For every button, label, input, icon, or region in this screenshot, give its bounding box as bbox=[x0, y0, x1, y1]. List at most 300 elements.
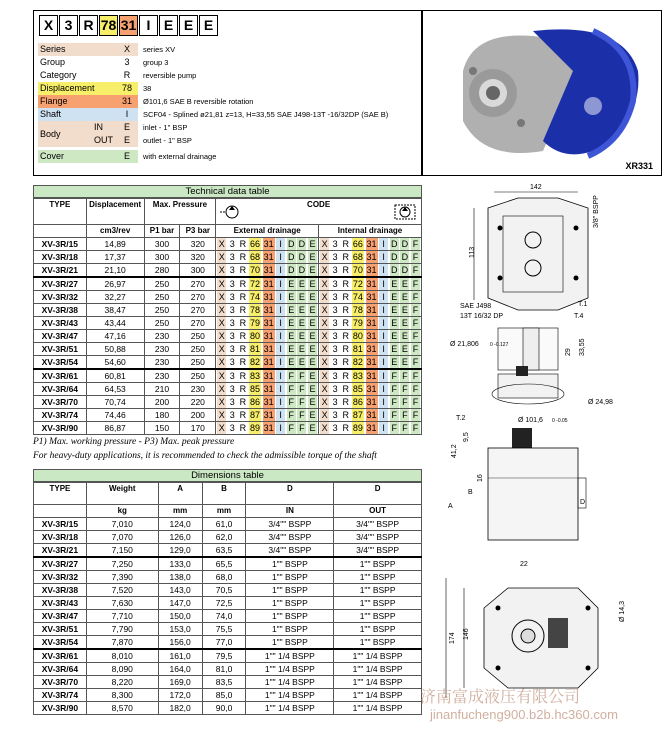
cell-p3: 270 bbox=[180, 317, 216, 330]
code-char: E bbox=[391, 331, 398, 341]
code-char: 31 bbox=[366, 331, 377, 341]
cell-in: 1"" BSPP bbox=[246, 557, 334, 571]
code-char: D bbox=[288, 239, 295, 249]
code-char: 3 bbox=[229, 305, 235, 315]
cell-a: 169,0 bbox=[158, 676, 202, 689]
legend-label: Flange bbox=[38, 95, 138, 108]
code-char: X bbox=[321, 331, 328, 341]
code-char: I bbox=[379, 264, 388, 276]
code-char: 3 bbox=[229, 384, 235, 394]
cell-b: 68,0 bbox=[202, 571, 246, 584]
code-char: 31 bbox=[366, 265, 377, 275]
code-char: 3 bbox=[332, 371, 338, 381]
cell-b: 72,5 bbox=[202, 597, 246, 610]
cell-p1: 250 bbox=[144, 277, 180, 291]
code-char: 31 bbox=[366, 279, 377, 289]
dim-22: 22 bbox=[520, 561, 528, 568]
cell-code-int bbox=[319, 291, 422, 304]
code-char: 31 bbox=[263, 344, 274, 354]
table-row bbox=[34, 304, 422, 317]
code-char: 70 bbox=[249, 265, 260, 275]
cell-in: 3/4"" BSPP bbox=[246, 544, 334, 558]
cell-w: 7,790 bbox=[86, 623, 158, 636]
dim-412: 41,2 bbox=[451, 444, 458, 458]
cell-b: 83,5 bbox=[202, 676, 246, 689]
cell-code-ext bbox=[216, 317, 319, 330]
code-char: X bbox=[321, 423, 328, 433]
code-legend-box bbox=[33, 10, 422, 176]
cell-type: XV-3R/70 bbox=[34, 396, 87, 409]
table-row bbox=[34, 422, 422, 435]
th-max-pressure: Max. Pressure bbox=[144, 199, 216, 225]
code-char: X bbox=[218, 265, 225, 275]
cell-a: 161,0 bbox=[158, 649, 202, 663]
cell-type: XV-3R/64 bbox=[34, 663, 87, 676]
code-char: R bbox=[342, 318, 350, 328]
code-char: F bbox=[412, 265, 419, 275]
cell-in: 1"" 1/4 BSPP bbox=[246, 689, 334, 702]
code-char: E bbox=[309, 265, 316, 275]
legend-value: E bbox=[118, 150, 136, 163]
dimensions-table bbox=[33, 469, 422, 715]
table-row bbox=[34, 264, 422, 278]
code-char: 3 bbox=[229, 397, 235, 407]
cell-out: 1"" 1/4 BSPP bbox=[334, 689, 422, 702]
code-char: F bbox=[402, 423, 408, 433]
code-letter: 78 bbox=[99, 15, 118, 36]
cell-p3: 170 bbox=[180, 422, 216, 435]
code-char: F bbox=[412, 397, 419, 407]
cell-type: XV-3R/74 bbox=[34, 409, 87, 422]
cell-type: XV-3R/21 bbox=[34, 544, 87, 558]
code-char: F bbox=[391, 423, 397, 433]
code-char: E bbox=[401, 331, 408, 341]
code-char: 31 bbox=[263, 357, 274, 367]
code-char: F bbox=[288, 397, 295, 407]
code-char: 3 bbox=[229, 371, 235, 381]
code-char: 31 bbox=[366, 239, 377, 249]
cell-disp: 21,10 bbox=[86, 264, 144, 278]
code-char: D bbox=[288, 265, 295, 275]
code-char: I bbox=[276, 304, 285, 316]
code-char: 74 bbox=[249, 292, 260, 302]
cell-disp: 64,53 bbox=[86, 383, 144, 396]
cell-code-int bbox=[319, 383, 422, 396]
table-row bbox=[34, 649, 422, 663]
cell-type: XV-3R/70 bbox=[34, 676, 87, 689]
code-char: I bbox=[276, 356, 285, 368]
legend-label: IN bbox=[94, 122, 103, 132]
cell-p3: 270 bbox=[180, 291, 216, 304]
legend-desc: series XV bbox=[143, 45, 176, 54]
legend-value: 31 bbox=[118, 95, 136, 108]
cell-disp: 47,16 bbox=[86, 330, 144, 343]
cell-in: 1"" BSPP bbox=[246, 636, 334, 650]
tol-21806: 0 -0.127 bbox=[490, 342, 509, 348]
dp-label: 13T 16/32 DP bbox=[460, 313, 504, 320]
code-char: 31 bbox=[366, 423, 377, 433]
code-char: 68 bbox=[249, 252, 260, 262]
code-char: 72 bbox=[352, 279, 363, 289]
dim-2498: Ø 24,98 bbox=[588, 399, 613, 406]
code-char: I bbox=[379, 278, 388, 290]
code-char: 31 bbox=[263, 410, 274, 420]
th-blank bbox=[34, 225, 87, 238]
code-char: E bbox=[391, 292, 398, 302]
code-char: 31 bbox=[366, 410, 377, 420]
th-unit: cm3/rev bbox=[86, 225, 144, 238]
cell-in: 1"" 1/4 BSPP bbox=[246, 702, 334, 715]
legend-label: OUT bbox=[94, 135, 113, 145]
code-char: 31 bbox=[263, 239, 274, 249]
cell-code-ext bbox=[216, 369, 319, 383]
code-letter: I bbox=[139, 15, 158, 36]
code-char: I bbox=[276, 343, 285, 355]
cell-disp: 74,46 bbox=[86, 409, 144, 422]
code-char: E bbox=[401, 279, 408, 289]
cell-code-int bbox=[319, 356, 422, 370]
code-char: E bbox=[309, 239, 316, 249]
code-char: F bbox=[412, 318, 419, 328]
legend-label: Group bbox=[38, 56, 138, 69]
cell-p3: 200 bbox=[180, 409, 216, 422]
drawing-side-view bbox=[492, 366, 613, 406]
code-char: R bbox=[239, 318, 247, 328]
code-char: F bbox=[391, 384, 397, 394]
code-char: 3 bbox=[332, 344, 338, 354]
code-char: F bbox=[412, 292, 419, 302]
cell-code-ext bbox=[216, 409, 319, 422]
code-char: I bbox=[379, 383, 388, 395]
dh-d1: D bbox=[246, 483, 334, 505]
code-char: R bbox=[342, 305, 350, 315]
cell-w: 7,070 bbox=[86, 531, 158, 544]
cell-disp: 14,89 bbox=[86, 238, 144, 251]
th-type: TYPE bbox=[34, 199, 87, 225]
legend-value: 3 bbox=[118, 56, 136, 69]
code-char: X bbox=[321, 410, 328, 420]
cell-b: 74,0 bbox=[202, 610, 246, 623]
code-char: 31 bbox=[263, 265, 274, 275]
dim-d: D bbox=[580, 499, 586, 506]
cell-p1: 230 bbox=[144, 330, 180, 343]
code-char: E bbox=[288, 344, 295, 354]
cell-type: XV-3R/27 bbox=[34, 557, 87, 571]
code-char: 31 bbox=[263, 292, 274, 302]
technical-table-title: Technical data table bbox=[33, 185, 422, 198]
drawing-shaft-view bbox=[450, 301, 587, 370]
cell-w: 7,710 bbox=[86, 610, 158, 623]
code-char: 3 bbox=[229, 318, 235, 328]
cell-out: 1"" BSPP bbox=[334, 557, 422, 571]
cell-out: 1"" 1/4 BSPP bbox=[334, 676, 422, 689]
code-char: E bbox=[309, 344, 316, 354]
cell-w: 7,150 bbox=[86, 544, 158, 558]
code-char: X bbox=[321, 292, 328, 302]
table-row bbox=[34, 636, 422, 650]
cell-type: XV-3R/47 bbox=[34, 610, 87, 623]
code-char: D bbox=[298, 265, 306, 275]
code-char: R bbox=[342, 344, 350, 354]
cell-type: XV-3R/32 bbox=[34, 291, 87, 304]
code-char: X bbox=[218, 331, 225, 341]
cell-b: 77,0 bbox=[202, 636, 246, 650]
cell-p3: 320 bbox=[180, 251, 216, 264]
code-char: R bbox=[239, 344, 247, 354]
code-char: 83 bbox=[249, 371, 260, 381]
cell-out: 3/4"" BSPP bbox=[334, 531, 422, 544]
code-char: E bbox=[391, 305, 398, 315]
dim-95: 9,5 bbox=[463, 432, 470, 442]
legend-desc: inlet - 1" BSP bbox=[143, 123, 188, 132]
cell-p1: 300 bbox=[144, 238, 180, 251]
cell-code-ext bbox=[216, 422, 319, 435]
code-char: R bbox=[239, 292, 247, 302]
legend-label: Category bbox=[38, 69, 138, 82]
code-letter: 3 bbox=[59, 15, 78, 36]
code-char: E bbox=[309, 292, 316, 302]
cell-b: 63,5 bbox=[202, 544, 246, 558]
code-letter: E bbox=[159, 15, 178, 36]
code-char: X bbox=[321, 279, 328, 289]
code-char: D bbox=[390, 252, 398, 262]
cell-code-ext bbox=[216, 396, 319, 409]
code-char: E bbox=[309, 331, 316, 341]
table-row bbox=[34, 676, 422, 689]
cell-type: XV-3R/18 bbox=[34, 531, 87, 544]
cell-p1: 250 bbox=[144, 317, 180, 330]
code-char: 3 bbox=[332, 397, 338, 407]
code-char: 3 bbox=[332, 423, 338, 433]
cell-b: 79,5 bbox=[202, 649, 246, 663]
cell-b: 90,0 bbox=[202, 702, 246, 715]
cell-type: XV-3R/38 bbox=[34, 304, 87, 317]
code-char: E bbox=[309, 252, 316, 262]
code-char: I bbox=[276, 422, 285, 434]
code-char: X bbox=[321, 239, 328, 249]
cell-w: 8,090 bbox=[86, 663, 158, 676]
code-char: 31 bbox=[366, 357, 377, 367]
cell-b: 65,5 bbox=[202, 557, 246, 571]
code-char: I bbox=[276, 317, 285, 329]
code-char: I bbox=[379, 343, 388, 355]
code-char: 79 bbox=[352, 318, 363, 328]
technical-drawing bbox=[428, 178, 664, 718]
cell-code-ext bbox=[216, 343, 319, 356]
code-char: 72 bbox=[249, 279, 260, 289]
code-char: I bbox=[379, 238, 388, 250]
cell-b: 75,5 bbox=[202, 623, 246, 636]
code-char: 68 bbox=[352, 252, 363, 262]
code-char: F bbox=[412, 305, 419, 315]
code-char: F bbox=[391, 397, 397, 407]
legend-label: Body bbox=[38, 121, 138, 147]
cell-p3: 270 bbox=[180, 277, 216, 291]
cell-a: 147,0 bbox=[158, 597, 202, 610]
code-char: 31 bbox=[263, 318, 274, 328]
cell-out: 1"" BSPP bbox=[334, 571, 422, 584]
code-char: 80 bbox=[352, 331, 363, 341]
cell-w: 7,010 bbox=[86, 518, 158, 531]
code-char: D bbox=[401, 265, 409, 275]
cell-code-int bbox=[319, 238, 422, 251]
code-char: E bbox=[401, 318, 408, 328]
code-char: I bbox=[276, 264, 285, 276]
code-char: X bbox=[218, 239, 225, 249]
code-char: 3 bbox=[229, 410, 235, 420]
code-char: I bbox=[379, 370, 388, 382]
code-char: 3 bbox=[229, 239, 235, 249]
cell-type: XV-3R/15 bbox=[34, 238, 87, 251]
code-char: 81 bbox=[249, 344, 260, 354]
cell-p1: 150 bbox=[144, 422, 180, 435]
code-char: X bbox=[218, 305, 225, 315]
code-char: R bbox=[239, 239, 247, 249]
code-char: E bbox=[298, 279, 305, 289]
table-row bbox=[34, 251, 422, 264]
table-row bbox=[34, 663, 422, 676]
code-char: 87 bbox=[249, 410, 260, 420]
cell-p1: 300 bbox=[144, 251, 180, 264]
legend-value: 78 bbox=[118, 82, 136, 95]
cell-type: XV-3R/90 bbox=[34, 702, 87, 715]
code-char: 70 bbox=[352, 265, 363, 275]
code-char: X bbox=[218, 371, 225, 381]
code-char: R bbox=[239, 279, 247, 289]
code-char: F bbox=[299, 423, 305, 433]
code-char: E bbox=[288, 318, 295, 328]
dh-weight: Weight bbox=[86, 483, 158, 505]
table-row bbox=[34, 396, 422, 409]
code-char: E bbox=[401, 344, 408, 354]
code-char: E bbox=[288, 331, 295, 341]
code-char: 31 bbox=[366, 318, 377, 328]
code-char: I bbox=[379, 304, 388, 316]
cell-code-int bbox=[319, 251, 422, 264]
code-char: I bbox=[379, 422, 388, 434]
cell-disp: 17,37 bbox=[86, 251, 144, 264]
cell-out: 1"" BSPP bbox=[334, 584, 422, 597]
cell-out: 1"" BSPP bbox=[334, 636, 422, 650]
legend-value: X bbox=[118, 43, 136, 56]
code-char: 31 bbox=[263, 397, 274, 407]
cell-type: XV-3R/18 bbox=[34, 251, 87, 264]
cell-a: 153,0 bbox=[158, 623, 202, 636]
cell-in: 3/4"" BSPP bbox=[246, 531, 334, 544]
code-char: E bbox=[401, 357, 408, 367]
cell-disp: 60,81 bbox=[86, 369, 144, 383]
cell-a: 133,0 bbox=[158, 557, 202, 571]
dh-a: A bbox=[158, 483, 202, 505]
dh-b: B bbox=[202, 483, 246, 505]
dim-16: 16 bbox=[477, 474, 484, 482]
code-char: I bbox=[276, 370, 285, 382]
cell-a: 156,0 bbox=[158, 636, 202, 650]
code-char: X bbox=[218, 384, 225, 394]
code-char: R bbox=[342, 265, 350, 275]
code-char: F bbox=[402, 384, 408, 394]
code-char: X bbox=[321, 357, 328, 367]
cell-disp: 32,27 bbox=[86, 291, 144, 304]
code-char: I bbox=[276, 330, 285, 342]
code-char: R bbox=[239, 371, 247, 381]
cell-a: 126,0 bbox=[158, 531, 202, 544]
table-row bbox=[34, 557, 422, 571]
code-char: X bbox=[218, 397, 225, 407]
code-char: R bbox=[239, 357, 247, 367]
code-char: F bbox=[412, 331, 419, 341]
code-char: R bbox=[342, 371, 350, 381]
table-row bbox=[34, 369, 422, 383]
dh-kg: kg bbox=[86, 505, 158, 518]
code-char: R bbox=[342, 279, 350, 289]
code-char: 3 bbox=[229, 252, 235, 262]
legend-desc: reversible pump bbox=[143, 71, 197, 80]
table-row bbox=[34, 383, 422, 396]
cell-code-int bbox=[319, 396, 422, 409]
cell-in: 1"" BSPP bbox=[246, 623, 334, 636]
code-char: R bbox=[239, 423, 247, 433]
t1-label: T.1 bbox=[578, 301, 588, 308]
code-char: 3 bbox=[229, 423, 235, 433]
code-char: E bbox=[298, 344, 305, 354]
code-char: R bbox=[239, 252, 247, 262]
code-char: 31 bbox=[263, 384, 274, 394]
dimensions-table-title: Dimensions table bbox=[33, 469, 422, 482]
cell-type: XV-3R/51 bbox=[34, 343, 87, 356]
legend-value: E bbox=[118, 134, 136, 147]
code-char: F bbox=[412, 410, 419, 420]
code-char: 31 bbox=[366, 292, 377, 302]
cell-type: XV-3R/51 bbox=[34, 623, 87, 636]
code-char: 3 bbox=[332, 265, 338, 275]
code-char: R bbox=[239, 265, 247, 275]
code-char: 31 bbox=[366, 305, 377, 315]
th-internal: Internal drainage bbox=[319, 225, 422, 238]
code-char: 85 bbox=[352, 384, 363, 394]
code-char: 79 bbox=[249, 318, 260, 328]
code-char: I bbox=[276, 409, 285, 421]
cell-a: 172,0 bbox=[158, 689, 202, 702]
cell-w: 7,250 bbox=[86, 557, 158, 571]
cell-type: XV-3R/61 bbox=[34, 369, 87, 383]
cell-in: 1"" 1/4 BSPP bbox=[246, 649, 334, 663]
cell-out: 1"" 1/4 BSPP bbox=[334, 663, 422, 676]
legend-desc: group 3 bbox=[143, 58, 169, 67]
legend-desc: with external drainage bbox=[143, 152, 217, 161]
th-p3: P3 bar bbox=[180, 225, 216, 238]
model-label: XR331 bbox=[625, 161, 653, 171]
cell-p1: 230 bbox=[144, 343, 180, 356]
cell-a: 143,0 bbox=[158, 584, 202, 597]
drawing-front-view bbox=[469, 184, 600, 310]
cell-type: XV-3R/43 bbox=[34, 317, 87, 330]
legend-desc: SCF04 - Splined ø21,81 z=13, H=33,55 SAE J498-13T -16/32DP (SAE B) bbox=[143, 110, 389, 119]
code-char: E bbox=[309, 357, 316, 367]
code-char: F bbox=[412, 279, 419, 289]
code-char: E bbox=[309, 305, 316, 315]
dim-a: A bbox=[448, 503, 453, 510]
cell-code-int bbox=[319, 317, 422, 330]
cell-p3: 250 bbox=[180, 356, 216, 370]
code-char: 3 bbox=[332, 384, 338, 394]
code-char: X bbox=[321, 397, 328, 407]
code-char: 31 bbox=[263, 279, 274, 289]
table-row bbox=[34, 610, 422, 623]
code-char: E bbox=[309, 279, 316, 289]
cell-code-ext bbox=[216, 356, 319, 370]
cell-out: 1"" BSPP bbox=[334, 623, 422, 636]
